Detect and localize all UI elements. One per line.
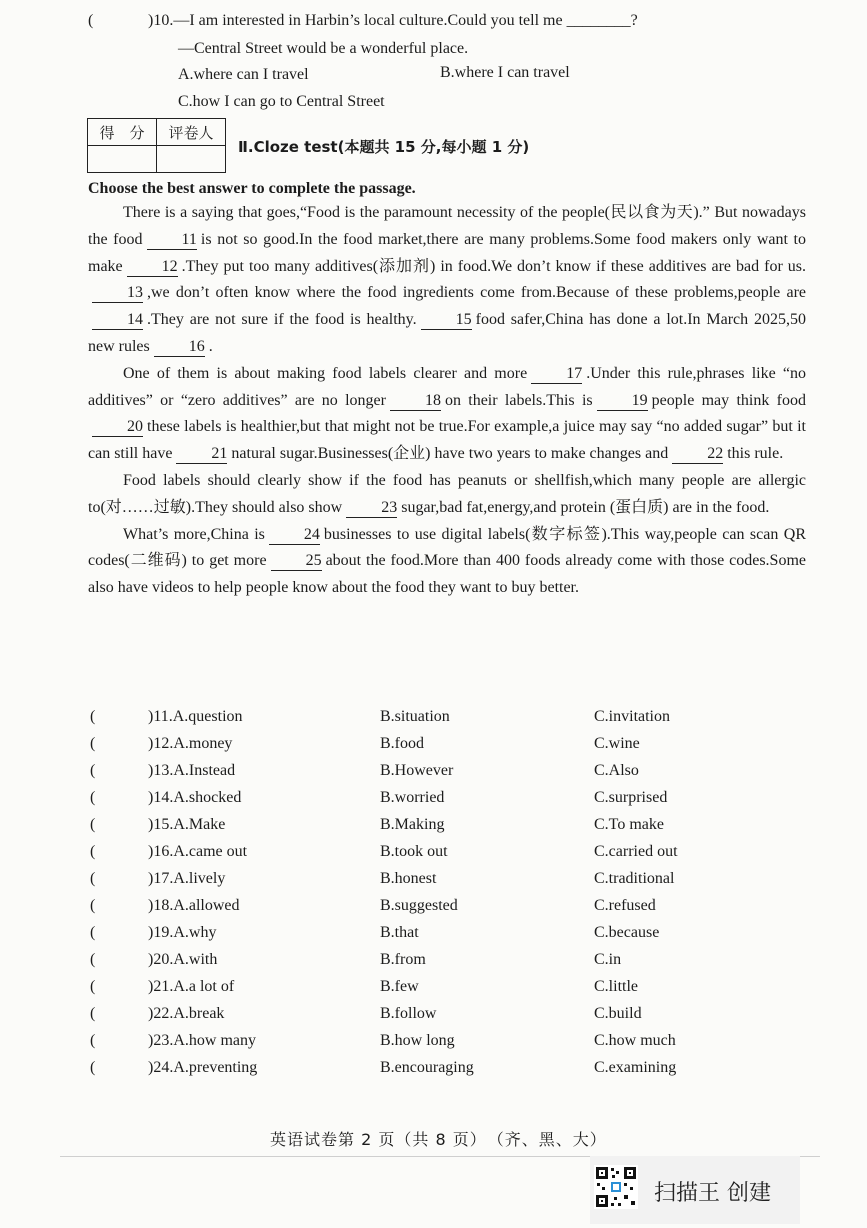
score-cell	[88, 146, 157, 173]
grader-cell	[157, 146, 226, 173]
blank-15: 15	[421, 311, 472, 330]
question-10-stem: )10.—I am interested in Harbin’s local culture.Could you tell me ________?	[148, 12, 638, 29]
paragraph-2: One of them is about making food labels clearer and more 17 .Under this rule,phrases like “no additives” or “zero additives” are no longer 18 on their labels.This is 19 people may think food20 these labels is healthier,but that might not be true.For example,a juice may say “no added sugar” but it can still have 21 natural sugar.Businesses(企业) have two years to make changes and 22 this rule.	[88, 364, 806, 463]
blank-16: 16	[154, 338, 205, 357]
blank-13: 13	[92, 284, 143, 303]
scanner-label: 扫描王 创建	[654, 1181, 771, 1206]
score-label: 得 分	[88, 119, 157, 146]
qr-code-icon	[594, 1165, 638, 1209]
paragraph-1: There is a saying that goes,“Food is the paramount necessity of the people(民以食为天).” But nowadays the food 11 is not so good.In the food market,there are many problems.Some food makers only want to make 12 .They put too many additives(添加剂) in food.We don’t know if these additives are bad for us.13 ,we don’t often know where the food ingredients come from.Because of these problems,people are14 .They are not sure if the food is healthy. 15 food safer,China has done a lot.In March 2025,50 new rules 16 .	[88, 204, 807, 355]
blank-23: 23	[346, 499, 397, 518]
cloze-passage	[88, 200, 806, 602]
blank-17: 17	[531, 365, 582, 384]
question-10-reply: —Central Street would be a wonderful place.	[178, 40, 469, 57]
blank-24: 24	[269, 526, 320, 545]
question-10-option-c: C.how I can go to Central Street	[178, 93, 385, 110]
grader-label: 评卷人	[157, 119, 226, 146]
question-10	[88, 12, 638, 30]
paragraph-3: Food labels should clearly show if the food has peanuts or shellfish,which many people are allergic to(对……过敏).They should also show 23 sugar,bad fat,energy,and protein (蛋白质) are in the food.	[88, 471, 806, 516]
blank-22: 22	[672, 445, 723, 464]
page-footer: 英语试卷第 2 页（共 8 页） （齐、黑、大）	[270, 1130, 607, 1149]
answer-paren: (	[88, 12, 94, 29]
section-title: Ⅱ.Cloze test(本题共 15 分,每小题 1 分)	[238, 138, 530, 156]
score-box	[87, 118, 226, 173]
blank-20: 20	[92, 418, 143, 437]
blank-12: 12	[127, 258, 178, 277]
blank-21: 21	[176, 445, 227, 464]
blank-14: 14	[92, 311, 143, 330]
instructions: Choose the best answer to complete the passage.	[88, 180, 416, 197]
paragraph-4: What’s more,China is 24 businesses to use digital labels(数字标签).This way,people can scan QR codes(二维码) to get more 25 about the food.More than 400 foods already come with those codes.Some also have videos to help people know about the food they want to buy better.	[88, 525, 806, 597]
blank-18: 18	[390, 392, 441, 411]
blank-11: 11	[147, 231, 197, 250]
question-10-option-a: A.where can I travel	[178, 66, 309, 83]
question-10-option-b: B.where I can travel	[440, 64, 570, 81]
blank-19: 19	[597, 392, 648, 411]
blank-25: 25	[271, 552, 322, 571]
